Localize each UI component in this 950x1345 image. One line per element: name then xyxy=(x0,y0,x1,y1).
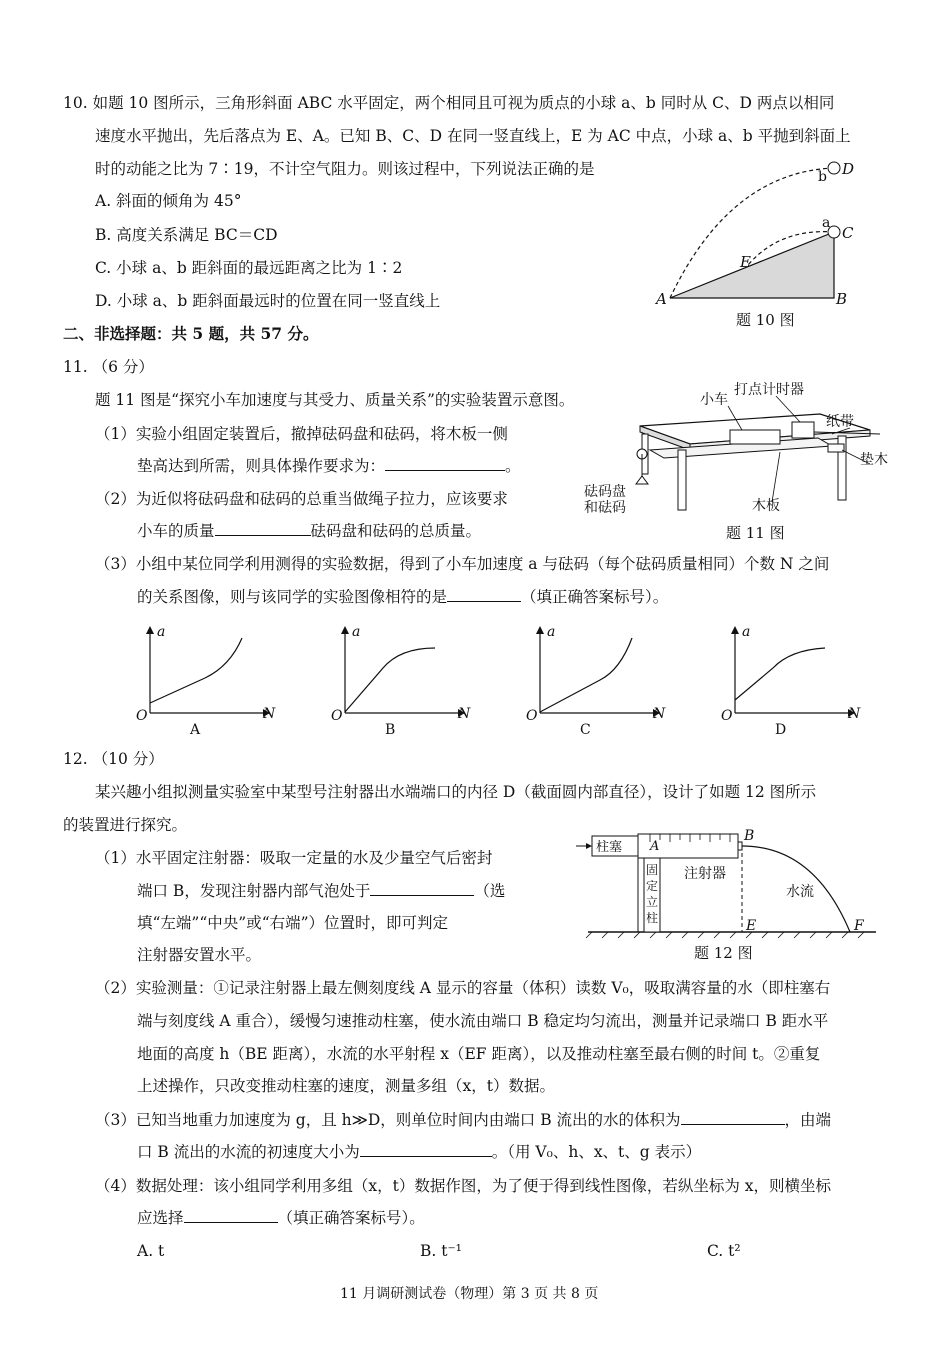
q11-graph-c xyxy=(520,618,670,738)
q11-graph-d xyxy=(715,618,865,738)
q12-p1b xyxy=(137,880,505,902)
graph-c-xlabel: N xyxy=(653,706,666,722)
q12-p4a: （4）数据处理：该小组同学利用多组（x，t）数据作图，为了便于得到线性图像，若纵坐标为 x，则横坐标 xyxy=(95,1177,832,1195)
q12-p3b-text: ，由端 xyxy=(784,1111,832,1129)
graph-a-xlabel: N xyxy=(263,706,276,722)
graph-d-ylabel: a xyxy=(742,624,751,640)
q10-caption: 题 10 图 xyxy=(736,311,795,329)
q11-p1b-text: 垫高达到所需，则具体操作要求为： xyxy=(137,457,386,475)
label-D: D xyxy=(842,160,855,178)
q10-option-b: B. 高度关系满足 BC＝CD xyxy=(95,226,278,244)
graph-d-xlabel: N xyxy=(848,706,861,722)
label-B: B xyxy=(744,828,755,844)
label-water: 水流 xyxy=(786,884,814,900)
q10-option-c: C. 小球 a、b 距斜面的最远距离之比为 1∶2 xyxy=(95,259,403,277)
label-post-3: 立 xyxy=(646,895,659,909)
q12-blank-2[interactable] xyxy=(681,1109,785,1125)
q11-p1b xyxy=(137,455,521,477)
q10-line3: 时的动能之比为 7∶19，不计空气阻力。则该过程中，下列说法正确的是 xyxy=(95,160,595,178)
label-plunger: 柱塞 xyxy=(596,840,623,855)
q11-figure xyxy=(580,378,900,548)
q11-p1a: （1）实验小组固定装置后，撤掉砝码盘和砝码，将木板一侧 xyxy=(95,425,508,443)
q12-blank-4[interactable] xyxy=(184,1207,278,1223)
q12-p2d: 上述操作，只改变推动柱塞的速度，测量多组（x，t）数据。 xyxy=(137,1077,555,1095)
q12-p1c-text: （选 xyxy=(474,882,506,900)
q10-figure xyxy=(640,152,880,334)
label-syringe: 注射器 xyxy=(684,866,726,882)
q12-p4c-text: （填正确答案标号）。 xyxy=(277,1209,425,1227)
q11-blank-1[interactable] xyxy=(385,455,505,471)
label-A: A xyxy=(650,839,660,854)
q11-head: 11. （6 分） xyxy=(63,358,154,376)
q10-option-d: D. 小球 a、b 距斜面最远时的位置在同一竖直线上 xyxy=(95,292,441,310)
q12-p3a-text: （3）已知当地重力加速度为 g，且 h≫D，则单位时间内由端口 B 流出的水的体积为 xyxy=(95,1111,681,1129)
q12-p1e: 注射器安置水平。 xyxy=(137,946,262,964)
label-tape: 纸带 xyxy=(826,414,854,430)
label-B: B xyxy=(836,290,848,308)
q12-p3c-text: 口 B 流出的水流的初速度大小为 xyxy=(137,1143,360,1161)
graph-a-ylabel: a xyxy=(157,624,166,640)
label-post-2: 定 xyxy=(646,879,659,893)
label-board: 木板 xyxy=(752,498,780,514)
label-A: A xyxy=(656,290,667,308)
q11-p1c-text: 。 xyxy=(505,457,521,475)
graph-b-label: B xyxy=(385,722,396,738)
q11-graph-a xyxy=(130,618,280,738)
q12-p3a xyxy=(95,1109,831,1131)
label-weights-1: 砝码盘 xyxy=(584,484,626,500)
q10-line2: 速度水平抛出，先后落点为 E、A。已知 B、C、D 在同一竖直线上，E 为 AC 中点，小球 a、b 平抛到斜面上 xyxy=(95,127,851,145)
graph-a-origin: O xyxy=(136,708,148,724)
q11-graph-b xyxy=(325,618,475,738)
label-a: a xyxy=(822,215,831,231)
q12-p1d: 填“左端”“中央”或“右端”）位置时，即可判定 xyxy=(137,914,449,932)
q11-caption: 题 11 图 xyxy=(726,524,785,542)
graph-c-ylabel: a xyxy=(547,624,556,640)
q12-option-a: A. t xyxy=(137,1242,165,1260)
label-F: F xyxy=(854,918,864,934)
q12-p4b-text: 应选择 xyxy=(137,1209,184,1227)
label-E: E xyxy=(740,253,751,271)
q11-p3b xyxy=(137,586,668,608)
label-weights-2: 和砝码 xyxy=(584,500,626,516)
q11-intro: 题 11 图是“探究小车加速度与其受力、质量关系”的实验装置示意图。 xyxy=(95,391,575,409)
q12-p4b xyxy=(137,1207,425,1229)
q12-p2a: （2）实验测量：①记录注射器上最左侧刻度线 A 显示的容量（体积）读数 V₀，吸取满容量的水（即柱塞右 xyxy=(95,979,831,997)
label-b: b xyxy=(818,169,827,185)
q12-option-b: B. t⁻¹ xyxy=(420,1242,462,1260)
q12-p2c: 地面的高度 h（BE 距离），水流的水平射程 x（EF 距离），以及推动柱塞至最右侧的时间 t。②重复 xyxy=(137,1045,821,1063)
q11-blank-3[interactable] xyxy=(447,586,521,602)
q11-p2c-text: 砝码盘和砝码的总质量。 xyxy=(310,522,482,540)
label-C: C xyxy=(842,224,854,242)
q12-p1a: （1）水平固定注射器：吸取一定量的水及少量空气后密封 xyxy=(95,849,493,867)
page-footer: 11 月调研测试卷（物理）第 3 页 共 8 页 xyxy=(340,1286,599,1302)
graph-d-label: D xyxy=(775,722,787,738)
label-cart: 小车 xyxy=(700,392,728,408)
q11-p3c-text: （填正确答案标号）。 xyxy=(521,588,669,606)
label-timer: 打点计时器 xyxy=(734,382,804,398)
q12-intro1: 某兴趣小组拟测量实验室中某型号注射器出水端端口的内径 D（截面圆内部直径），设计了如题 12 图所示 xyxy=(95,783,817,801)
q12-p2b: 端与刻度线 A 重合），缓慢匀速推动柱塞，使水流由端口 B 稳定均匀流出，测量并记录端口 B 距水平 xyxy=(137,1012,829,1030)
q12-option-c: C. t² xyxy=(707,1242,741,1260)
graph-c-label: C xyxy=(580,722,591,738)
q12-head: 12. （10 分） xyxy=(63,750,164,768)
q11-blank-2[interactable] xyxy=(215,520,311,536)
label-block: 垫木 xyxy=(860,452,888,468)
q11-p2b xyxy=(137,520,481,542)
q11-p3b-text: 的关系图像，则与该同学的实验图像相符的是 xyxy=(137,588,448,606)
q11-p2a: （2）为近似将砝码盘和砝码的总重当做绳子拉力，应该要求 xyxy=(95,490,508,508)
graph-b-xlabel: N xyxy=(458,706,471,722)
q12-p1b-text: 端口 B，发现注射器内部气泡处于 xyxy=(137,882,371,900)
q12-blank-1[interactable] xyxy=(370,880,474,896)
graph-d-origin: O xyxy=(721,708,733,724)
graph-b-ylabel: a xyxy=(352,624,361,640)
graph-b-origin: O xyxy=(331,708,343,724)
graph-a-label: A xyxy=(190,722,201,738)
label-post-1: 固 xyxy=(646,863,659,877)
section-2-heading: 二、非选择题：共 5 题，共 57 分。 xyxy=(63,324,319,343)
label-E: E xyxy=(746,918,757,934)
q11-p2b-text: 小车的质量 xyxy=(137,522,215,540)
graph-c-origin: O xyxy=(526,708,538,724)
label-post-4: 柱 xyxy=(646,911,659,925)
q12-caption: 题 12 图 xyxy=(694,944,753,962)
q10-line1: 10. 如题 10 图所示，三角形斜面 ABC 水平固定，两个相同且可视为质点的小球 a、b 同时从 C、D 两点以相同 xyxy=(63,94,835,112)
q10-option-a: A. 斜面的倾角为 45° xyxy=(95,192,242,210)
q12-blank-3[interactable] xyxy=(360,1141,492,1157)
q12-figure xyxy=(574,828,884,968)
q12-p3d-text: 。（用 V₀、h、x、t、g 表示） xyxy=(491,1143,702,1161)
q12-p3c xyxy=(137,1141,701,1163)
q11-p3a: （3）小组中某位同学利用测得的实验数据，得到了小车加速度 a 与砝码（每个砝码质量相同）个数 N 之间 xyxy=(95,555,830,573)
q12-intro2: 的装置进行探究。 xyxy=(63,816,188,834)
